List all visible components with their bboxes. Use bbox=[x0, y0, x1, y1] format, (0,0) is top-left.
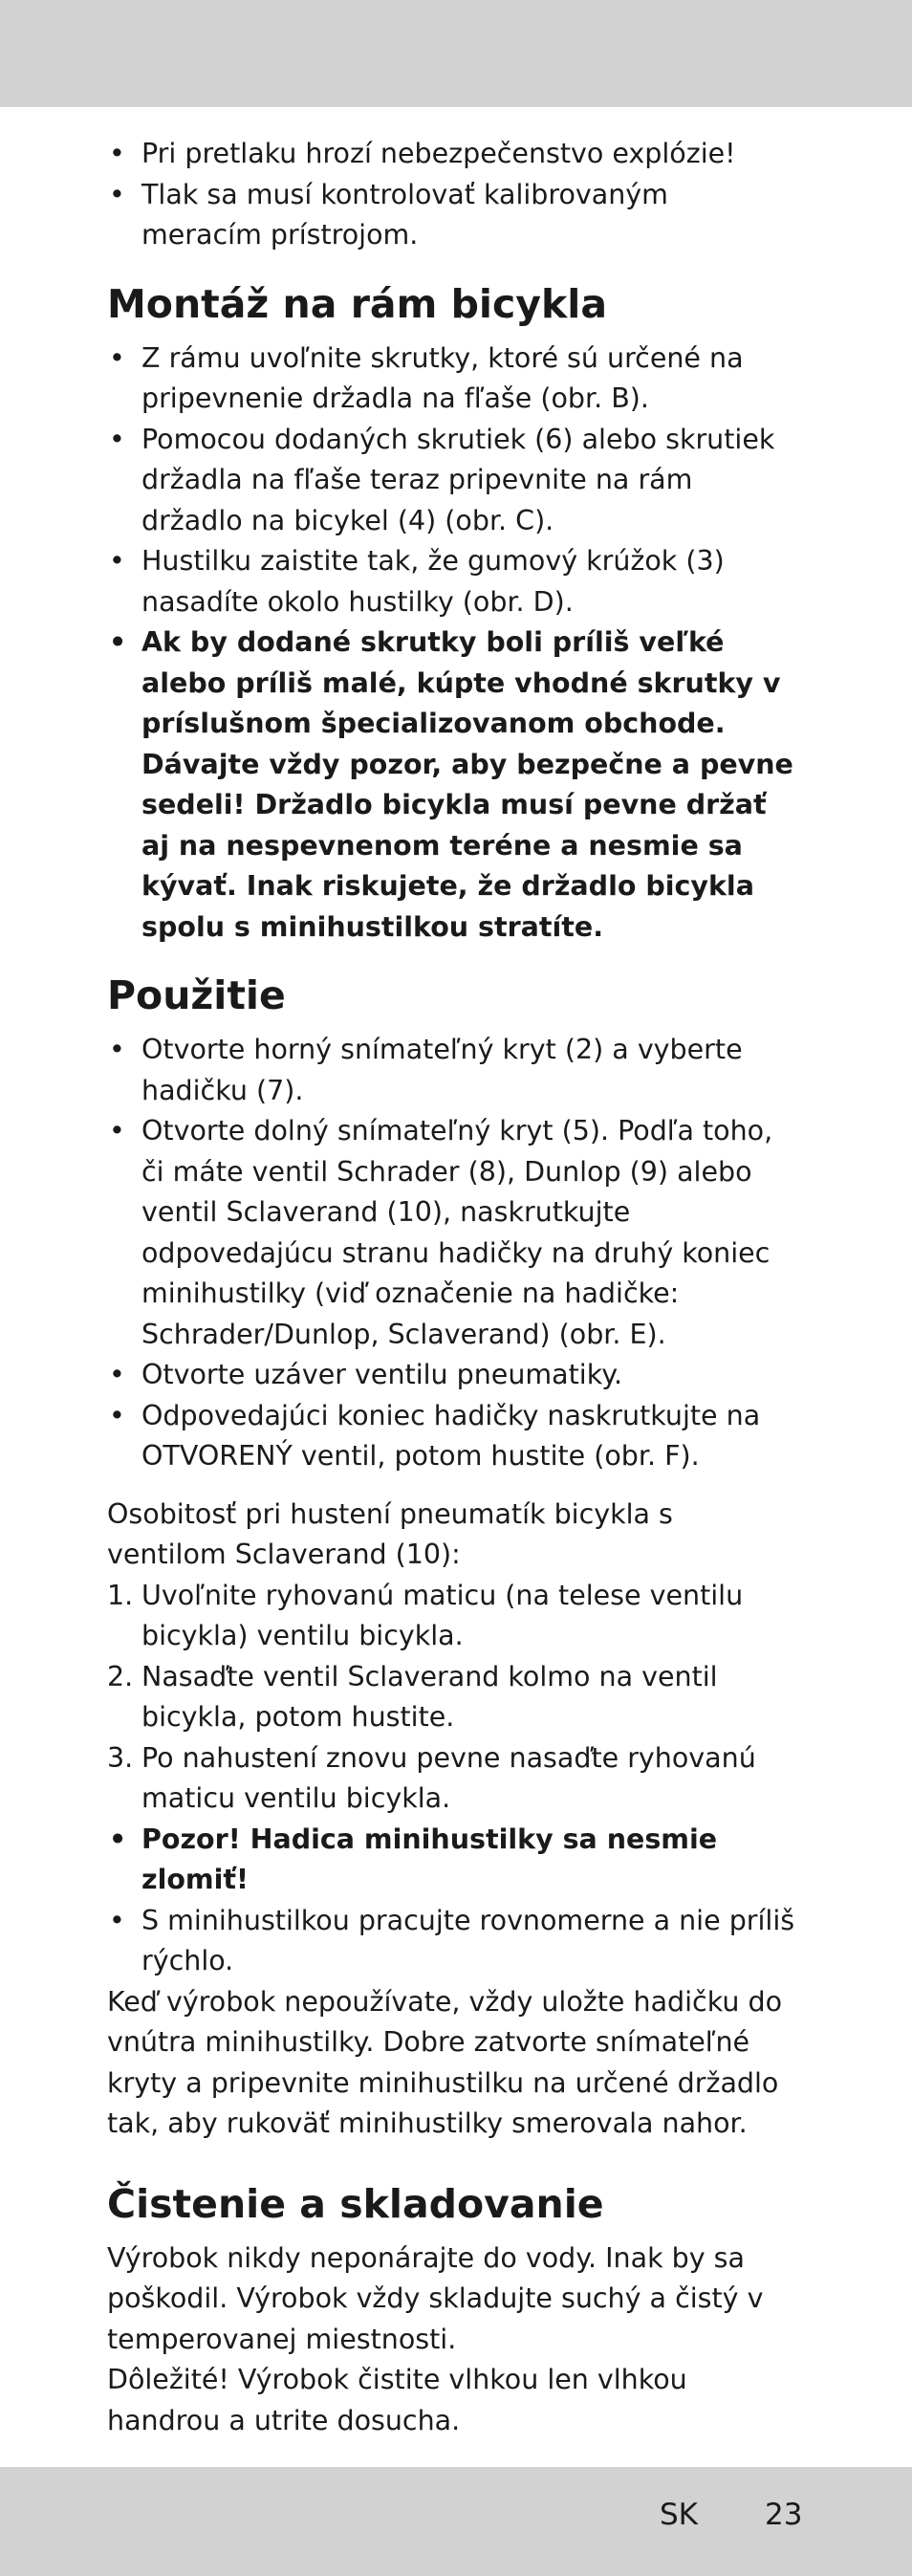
header-band bbox=[0, 0, 912, 107]
bullet-marker: • bbox=[109, 1904, 125, 1936]
bullet-marker: • bbox=[109, 626, 127, 658]
footer-language: SK bbox=[660, 2498, 699, 2532]
list-item: • Odpovedajúci koniec hadičky naskrutkujte na OTVORENÝ ventil, potom hustite (obr. F). bbox=[107, 1396, 795, 1477]
page-number: 23 bbox=[765, 2498, 803, 2532]
mount-list bbox=[107, 338, 795, 949]
list-item: • Z rámu uvoľnite skrutky, ktoré sú určené na pripevnenie držadla na fľaše (obr. B). bbox=[107, 338, 795, 420]
step-number: 3. bbox=[107, 1741, 134, 1774]
bullet-marker: • bbox=[109, 545, 125, 577]
step-number: 2. bbox=[107, 1660, 134, 1692]
bullet-marker: • bbox=[109, 1115, 125, 1146]
steps-list bbox=[107, 1576, 795, 1820]
bullet-marker: • bbox=[109, 1399, 125, 1431]
section-title-mount: Montáž na rám bicykla bbox=[107, 280, 607, 327]
list-item-warning: • Pozor! Hadica minihustilky sa nesmie zlomiť! bbox=[107, 1820, 795, 1901]
section-title-cleaning: Čistenie a skladovanie bbox=[107, 2180, 604, 2227]
cleaning-paragraph: Výrobok nikdy neponárajte do vody. Inak by sa poškodil. Výrobok vždy skladujte suchý a čistý v temperovanej miestnosti. bbox=[107, 2241, 764, 2355]
list-item: • Pri pretlaku hrozí nebezpečenstvo explózie! bbox=[107, 134, 795, 175]
bullet-marker: • bbox=[109, 1034, 125, 1065]
list-item: • Otvorte horný snímateľný kryt (2) a vyberte hadičku (7). bbox=[107, 1030, 795, 1111]
section-title-usage: Použitie bbox=[107, 972, 286, 1018]
list-item: • Pomocou dodaných skrutiek (6) alebo skrutiek držadla na fľaše teraz pripevnite na rám držadlo na bicykel (4) (obr. C). bbox=[107, 420, 795, 542]
bullet-marker: • bbox=[109, 341, 125, 374]
list-item-warning: • Ak by dodané skrutky boli príliš veľké alebo príliš malé, kúpte vhodné skrutky v príslušnom špecializovanom obchode. Dávajte vždy pozor, aby bezpečne a pevne sedeli! Držadlo bicykla musí pevne držať aj na nespevnenom teréne a nesmie sa kývať. Inak riskujete, že držadlo bicykla spolu s minihustilkou stratíte. bbox=[107, 622, 795, 948]
list-item: • Otvorte uzáver ventilu pneumatiky. bbox=[107, 1355, 795, 1396]
list-item: • S minihustilkou pracujte rovnomerne a nie príliš rýchlo. bbox=[107, 1901, 795, 1982]
page-content bbox=[107, 134, 795, 2441]
bullet-marker: • bbox=[109, 178, 125, 210]
step-item: 2. Nasaďte ventil Sclaverand kolmo na ventil bicykla, potom hustite. bbox=[107, 1657, 795, 1738]
bullet-marker: • bbox=[109, 423, 125, 455]
storage-note: Keď výrobok nepoužívate, vždy uložte hadičku do vnútra minihustilky. Dobre zatvorte snímateľné kryty a pripevnite minihustilku na určené držadlo tak, aby rukoväť minihustilky smerovala nahor. bbox=[107, 1985, 783, 2139]
list-item: • Otvorte dolný snímateľný kryt (5). Podľa toho, či máte ventil Schrader (8), Dunlop (9) alebo ventil Sclaverand (10), naskrutkujte odpovedajúcu stranu hadičky na druhý koniec minihustilky (viď označenie na hadičke: Schrader/Dunlop, Sclaverand) (obr. E). bbox=[107, 1111, 795, 1355]
cleaning-important: Dôležité! Výrobok čistite vlhkou len vlhkou handrou a utrite dosucha. bbox=[107, 2364, 687, 2436]
special-intro: Osobitosť pri hustení pneumatík bicykla s ventilom Sclaverand (10): bbox=[107, 1497, 673, 1570]
list-item: • Hustilku zaistite tak, že gumový krúžok (3) nasadíte okolo hustilky (obr. D). bbox=[107, 541, 795, 622]
step-number: 1. bbox=[107, 1579, 134, 1611]
caution-list bbox=[107, 1820, 795, 1982]
list-item: • Tlak sa musí kontrolovať kalibrovaným meracím prístrojom. bbox=[107, 175, 795, 256]
step-item: 3. Po nahustení znovu pevne nasaďte ryhovanú maticu ventilu bicykla. bbox=[107, 1738, 795, 1820]
usage-list bbox=[107, 1030, 795, 1477]
bullet-marker: • bbox=[109, 1823, 127, 1855]
intro-list bbox=[107, 134, 795, 256]
step-item: 1. Uvoľnite ryhovanú maticu (na telese ventilu bicykla) ventilu bicykla. bbox=[107, 1576, 795, 1657]
bullet-marker: • bbox=[109, 138, 125, 169]
bullet-marker: • bbox=[109, 1359, 125, 1390]
